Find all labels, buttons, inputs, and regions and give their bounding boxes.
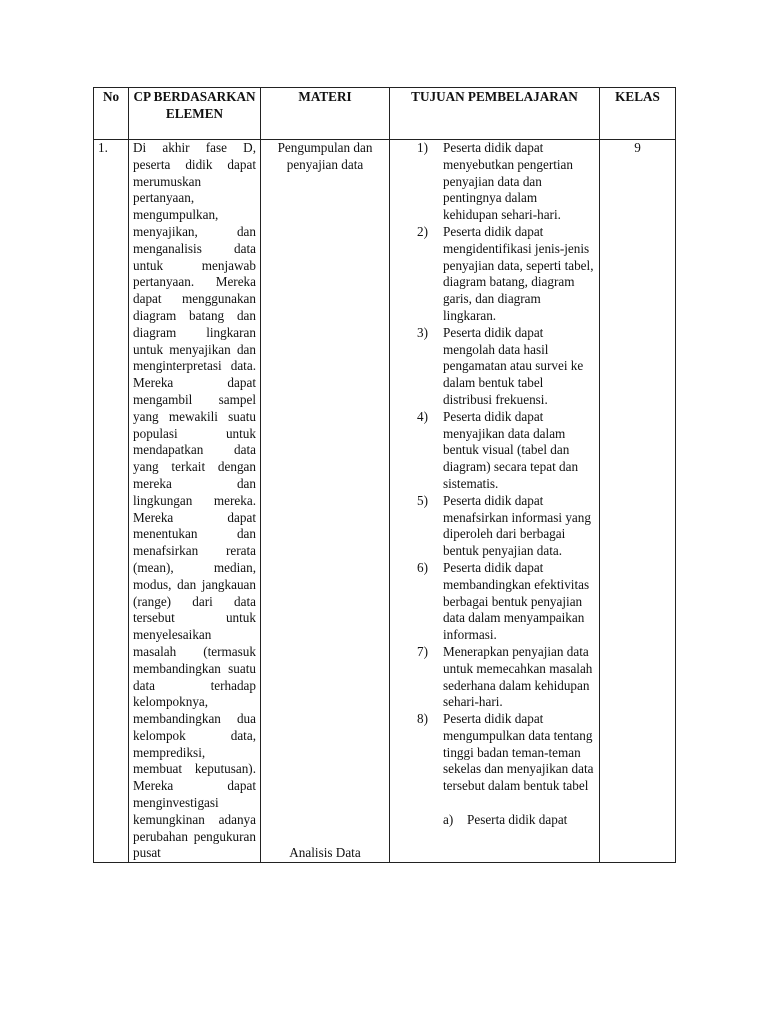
- goal-number: 3): [417, 324, 428, 340]
- goal-number: 7): [417, 643, 428, 659]
- goal-text: Peserta didik dapat menyebutkan pengertian penyajian data dan pentingnya dalam kehidupan sehari-hari.: [443, 140, 573, 223]
- cp-cell: Di akhir fase D, peserta didik dapat merumuskan pertanyaan, mengumpulkan, menyajikan, dan menganalisis data untuk menjawab pertanyaan. Mereka dapat menggunakan diagram batang dan diagram lingkaran untuk menyajikan dan menginterpretasi data. Mereka dapat mengambil sampel yang mewakili suatu populasi untuk mendapatkan data yang terkait dengan mereka dan lingkungan mereka. Mereka dapat menentukan dan menafsirkan rerata (mean), median, modus, dan jangkauan (range) dari data tersebut untuk menyelesaikan masalah (termasuk membandingkan suatu data terhadap kelompoknya, membandingkan dua kelompok data, memprediksi, membuat keputusan). Mereka dapat menginvestigasi kemungkinan adanya perubahan pengukuran pusat: [129, 140, 261, 863]
- goals-list: [394, 140, 595, 795]
- table-row: [94, 140, 676, 863]
- goal-item: [394, 644, 595, 711]
- curriculum-table: [93, 87, 676, 863]
- header-materi: MATERI: [261, 88, 390, 140]
- goal-text: Peserta didik dapat mengolah data hasil pengamatan atau survei ke dalam bentuk tabel distribusi frekuensi.: [443, 324, 584, 407]
- goal-item: [394, 224, 595, 325]
- kelas-cell: 9: [600, 140, 676, 863]
- header-row: [94, 88, 676, 140]
- header-tujuan: TUJUAN PEMBELAJARAN: [390, 88, 600, 140]
- materi-cell: [261, 140, 390, 863]
- tujuan-cell: [390, 140, 600, 863]
- sub-goal: [394, 812, 595, 829]
- goal-text: Peserta didik dapat mengidentifikasi jenis-jenis penyajian data, seperti tabel, diagram batang, diagram garis, dan diagram lingkaran.: [443, 223, 594, 323]
- goal-number: 8): [417, 711, 428, 727]
- goal-number: 2): [417, 223, 428, 239]
- goal-item: [394, 711, 595, 795]
- goal-text: Peserta didik dapat mengumpulkan data tentang tinggi badan teman-teman sekelas dan menyajikan data tersebut dalam bentuk tabel: [443, 711, 594, 794]
- goal-text: Menerapkan penyajian data untuk memecahkan masalah sederhana dalam kehidupan sehari-hari.: [443, 643, 593, 710]
- goal-text: Peserta didik dapat menafsirkan informasi yang diperoleh dari berbagai bentuk penyajian data.: [443, 492, 591, 559]
- sub-goal-text: Peserta didik dapat: [467, 811, 568, 827]
- goal-number: 5): [417, 492, 428, 508]
- goal-text: Peserta didik dapat membandingkan efektivitas berbagai bentuk penyajian data dalam menyampaikan informasi.: [443, 559, 590, 643]
- goal-item: [394, 325, 595, 409]
- materi-item-2: Analisis Data: [289, 845, 361, 861]
- materi-item-1: Pengumpulan dan penyajian data: [277, 140, 373, 172]
- goal-item: [394, 140, 595, 224]
- header-cp: CP BERDASARKAN ELEMEN: [129, 88, 261, 140]
- goal-number: 1): [417, 140, 428, 155]
- goal-item: [394, 409, 595, 493]
- goal-text: Peserta didik dapat menyajikan data dalam bentuk visual (tabel dan diagram) secara tepat dan sistematis.: [443, 408, 579, 491]
- row-number: 1.: [94, 140, 129, 863]
- header-kelas: KELAS: [600, 88, 676, 140]
- goal-number: 4): [417, 408, 428, 424]
- goal-number: 6): [417, 559, 428, 575]
- goal-item: [394, 560, 595, 644]
- sub-goal-number: a): [443, 811, 454, 827]
- goal-item: [394, 493, 595, 560]
- header-no: No: [94, 88, 129, 140]
